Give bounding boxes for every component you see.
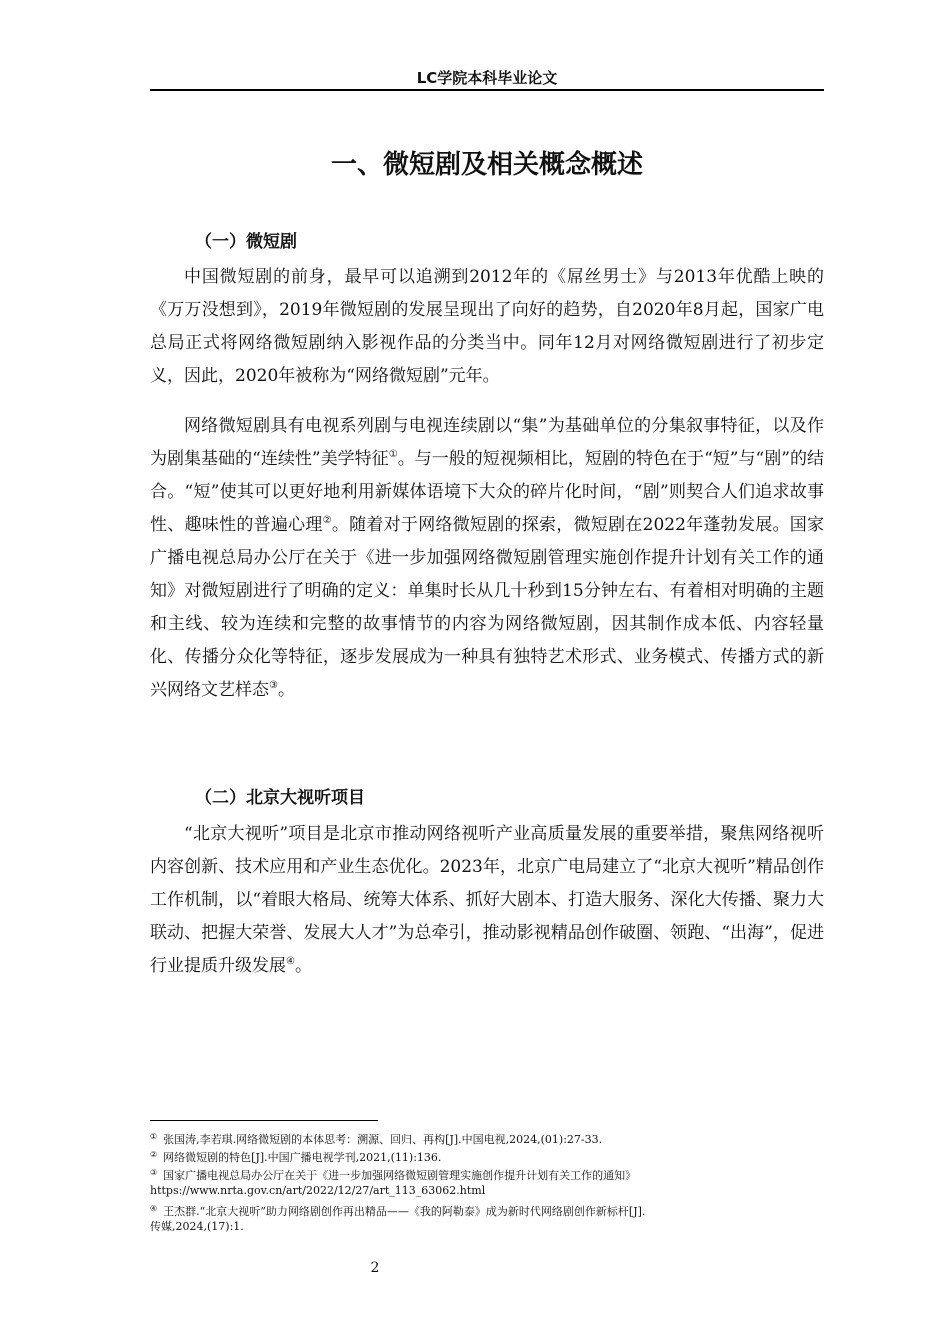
paragraph-micro-drama-definition: [150, 410, 824, 707]
paragraph-micro-drama-origin: 中国微短剧的前身，最早可以追溯到2012年的《屌丝男士》与2013年优酷上映的《万万没想到》，2019年微短剧的发展呈现出了向好的趋势，自2020年8月起，国家广电总局正式将网络微短剧纳入影视作品的分类当中。同年12月对网络微短剧进行了初步定义，因此，2020年被称为“网络微短剧”元年。: [150, 267, 824, 386]
page-number: 2: [370, 1260, 380, 1276]
section-heading-micro-drama: （一）微短剧: [195, 232, 297, 252]
header-rule: [150, 89, 824, 91]
footnote-mark: ③: [150, 1168, 158, 1177]
paragraph-segment: 。: [294, 956, 312, 976]
paragraph-beijing-av: [150, 818, 824, 983]
footnote-separator: [150, 1120, 378, 1121]
paragraph-segment: 。与一般的短视频相比，短剧的特色在于“短”与“剧”的结合。“短”使其可以更好地利用新媒体语境下大众的碎片化时间，“剧”则契合人们追求故事性、趣味性的普遍心理: [150, 449, 825, 535]
footnote-mark: ④: [150, 1204, 158, 1213]
footnote-3-url: https://www.nrta.gov.cn/art/2022/12/27/art_113_63062.html: [150, 1184, 486, 1197]
footnote-4-continuation: 传媒,2024,(17):1.: [150, 1220, 244, 1233]
running-header: LC学院本科毕业论文: [416, 69, 558, 87]
chapter-title: 一、微短剧及相关概念概述: [330, 150, 643, 180]
paragraph-segment: 。: [277, 680, 295, 700]
footnote-ref-2: ②: [322, 515, 332, 526]
footnote-text: 国家广播电视总局办公厅在关于《进一步加强网络微短剧管理实施创作提升计划有关工作的通知》: [163, 1169, 637, 1182]
footnote-ref-4: ④: [286, 956, 295, 967]
footnote-mark: ②: [150, 1150, 158, 1159]
paragraph-segment: 网络微短剧具有电视系列剧与电视连续剧以“集”为基础单位的分集叙事特征，以及作为剧集基础的“连续性”美学特征: [150, 416, 824, 469]
footnote-text: 网络微短剧的特色[J].中国广播电视学刊,2021,(11):136.: [163, 1151, 442, 1164]
footnote-ref-1: ①: [388, 449, 398, 460]
footnote-text: 张国涛,李若琪.网络微短剧的本体思考：溯源、回归、再构[J].中国电视,2024,(01):27-33.: [163, 1133, 603, 1146]
paragraph-segment: “北京大视听”项目是北京市推动网络视听产业高质量发展的重要举措，聚焦网络视听内容创新、技术应用和产业生态优化。2023年，北京广电局建立了“北京大视听”精品创作工作机制，以“着眼大格局、统筹大体系、抓好大剧本、打造大服务、深化大传播、聚力大联动、把握大荣誉、发展大人才”为总牵引，推动影视精品创作破圈、领跑、“出海”，促进行业提质升级发展: [150, 824, 824, 976]
section-heading-beijing-av: （二）北京大视听项目: [195, 788, 365, 808]
footnote-ref-3: ③: [269, 680, 278, 691]
footnote-mark: ①: [150, 1132, 158, 1141]
paragraph-segment: 。随着对于网络微短剧的探索，微短剧在2022年蓬勃发展。国家广播电视总局办公厅在关于《进一步加强网络微短剧管理实施创作提升计划有关工作的通知》对微短剧进行了明确的定义：单集时长从几十秒到15分钟左右、有着相对明确的主题和主线、较为连续和完整的故事情节的内容为网络微短剧，因其制作成本低、内容轻量化、传播分众化等特征，逐步发展成为一种具有独特艺术形式、业务模式、传播方式的新兴网络文艺样态: [150, 515, 824, 700]
footnote-text: 王杰群.“北京大视听”助力网络剧创作再出精品——《我的阿勒泰》成为新时代网络剧创作新标杆[J].: [163, 1205, 646, 1218]
